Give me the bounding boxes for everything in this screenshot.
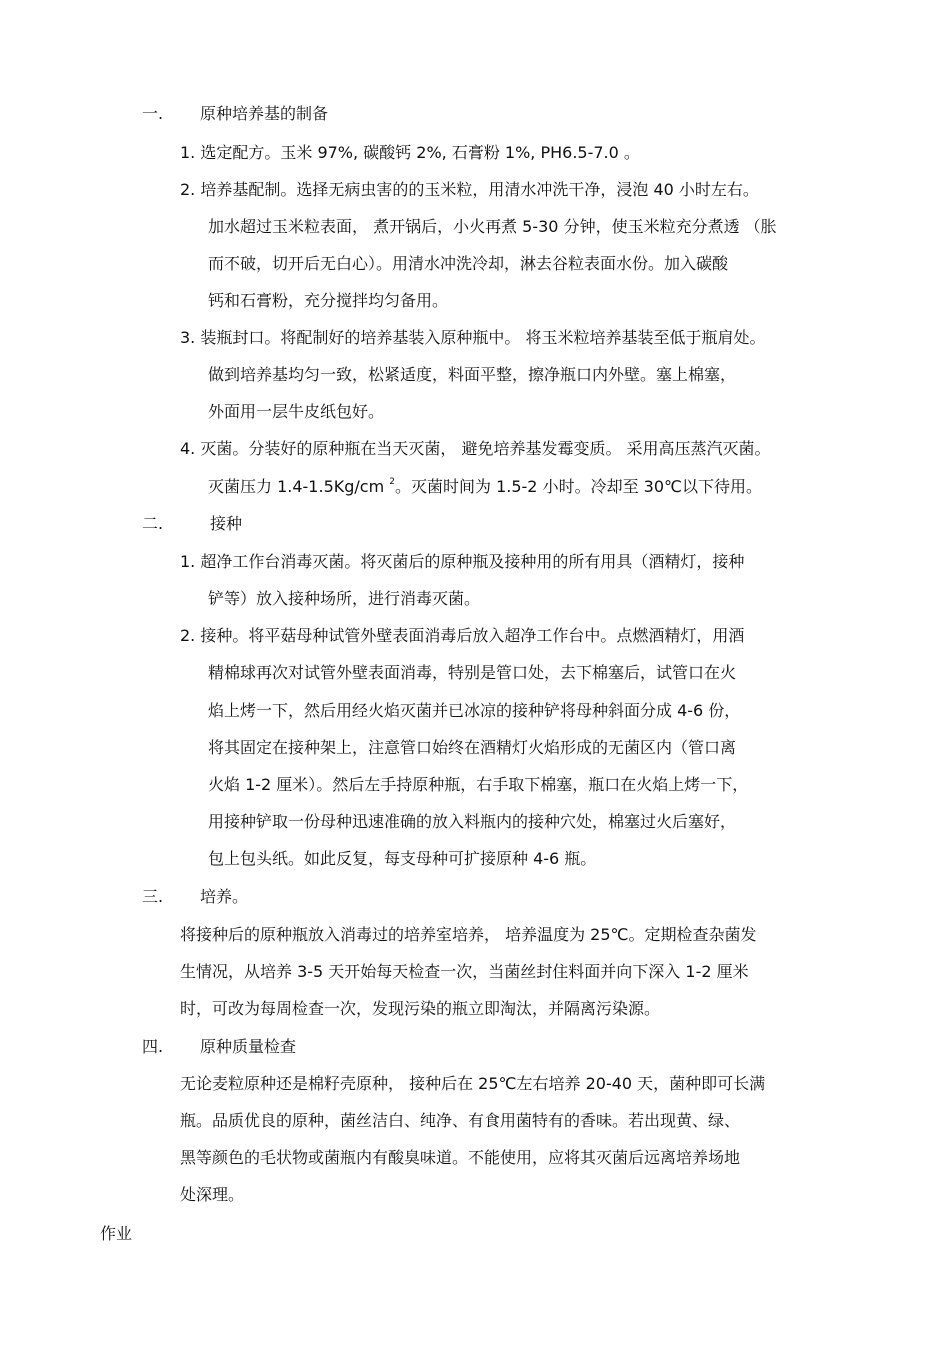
section4-line1: 无论麦粒原种还是棉籽壳原种， 接种后在 25℃左右培养 20-40 天，菌种即可长满 (180, 1074, 766, 1093)
section1-item3-line3: 外面用一层牛皮纸包好。 (208, 402, 385, 421)
section2-item2-line6: 用接种铲取一份母种迅速准确的放入料瓶内的接种穴处，棉塞过火后塞好， (208, 812, 737, 831)
section2-title: 接种 (210, 514, 243, 533)
section3-title: 培养。 (200, 887, 249, 906)
section3-line1: 将接种后的原种瓶放入消毒过的培养室培养， 培养温度为 25℃。定期检查杂菌发 (180, 925, 757, 944)
section2-item2-line3: 焰上烤一下，然后用经火焰灭菌并已冰凉的接种铲将母种斜面分成 4-6 份， (208, 701, 741, 720)
section1-item1: 1. 选定配方。玉米 97%, 碳酸钙 2%, 石膏粉 1%, PH6.5-7.0 。 (180, 143, 640, 162)
section1-item4-line1: 4. 灭菌。分装好的原种瓶在当天灭菌， 避免培养基发霉变质。 采用高压蒸汽灭菌。 (180, 439, 771, 458)
section2-item2-line2: 精棉球再次对试管外壁表面消毒，特别是管口处，去下棉塞后，试管口在火 (208, 663, 737, 682)
section3-line3: 时，可改为每周检查一次，发现污染的瓶立即淘汰，并隔离污染源。 (180, 999, 661, 1018)
section2-number: 二. (142, 514, 164, 533)
section1-title: 原种培养基的制备 (200, 104, 329, 123)
section2-item2-line4: 将其固定在接种架上，注意管口始终在酒精灯火焰形成的无菌区内（管口离 (208, 738, 737, 757)
section4-title: 原种质量检查 (200, 1037, 297, 1056)
homework-label: 作业 (100, 1224, 133, 1243)
section3-line2: 生情况，从培养 3-5 天开始每天检查一次，当菌丝封住料面并向下深入 1-2 厘米 (180, 962, 749, 981)
section2-item2-line1: 2. 接种。将平菇母种试管外壁表面消毒后放入超净工作台中。点燃酒精灯，用酒 (180, 626, 745, 645)
section3-number: 三. (142, 887, 164, 906)
section4-line3: 黑等颜色的毛状物或菌瓶内有酸臭味道。不能使用，应将其灭菌后远离培养场地 (180, 1148, 741, 1167)
sterilization-time-text: 。灭菌时间为 1.5-2 小时。冷却至 30℃以下待用。 (395, 477, 762, 496)
section4-number: 四. (142, 1037, 164, 1056)
sterilization-pressure-text: 灭菌压力 1.4-1.5Kg/cm (208, 477, 390, 496)
section1-item2-line4: 钙和石膏粉，充分搅拌均匀备用。 (208, 291, 449, 310)
section4-line2: 瓶。品质优良的原种，菌丝洁白、纯净、有食用菌特有的香味。若出现黄、绿、 (180, 1111, 741, 1130)
section2-item2-line5: 火焰 1-2 厘米）。然后左手持原种瓶，右手取下棉塞，瓶口在火焰上烤一下， (208, 775, 749, 794)
section1-number: 一. (142, 104, 164, 123)
section2-item2-line7: 包上包头纸。如此反复，每支母种可扩接原种 4-6 瓶。 (208, 849, 597, 868)
section2-item1-line1: 1. 超净工作台消毒灭菌。将灭菌后的原种瓶及接种用的所有用具（酒精灯，接种 (180, 552, 745, 571)
section1-item3-line2: 做到培养基均匀一致，松紧适度，料面平整，擦净瓶口内外壁。塞上棉塞， (208, 365, 737, 384)
superscript-two: 2 (389, 477, 395, 487)
section2-item1-line2: 铲等）放入接种场所，进行消毒灭菌。 (208, 589, 481, 608)
section1-item3-line1: 3. 装瓶封口。将配制好的培养基装入原种瓶中。 将玉米粒培养基装至低于瓶肩处。 (180, 328, 766, 347)
section1-item2-line2: 加水超过玉米粒表面， 煮开锅后，小火再煮 5-30 分钟，使玉米粒充分煮透 （胀 (208, 217, 777, 236)
section1-item4-line2 (208, 477, 762, 497)
section1-item2-line3: 而不破，切开后无白心）。用清水冲洗冷却，淋去谷粒表面水份。加入碳酸 (208, 254, 729, 273)
section4-line4: 处深理。 (180, 1185, 245, 1204)
section1-item2-line1: 2. 培养基配制。选择无病虫害的的玉米粒，用清水冲洗干净，浸泡 40 小时左右。 (180, 180, 759, 199)
